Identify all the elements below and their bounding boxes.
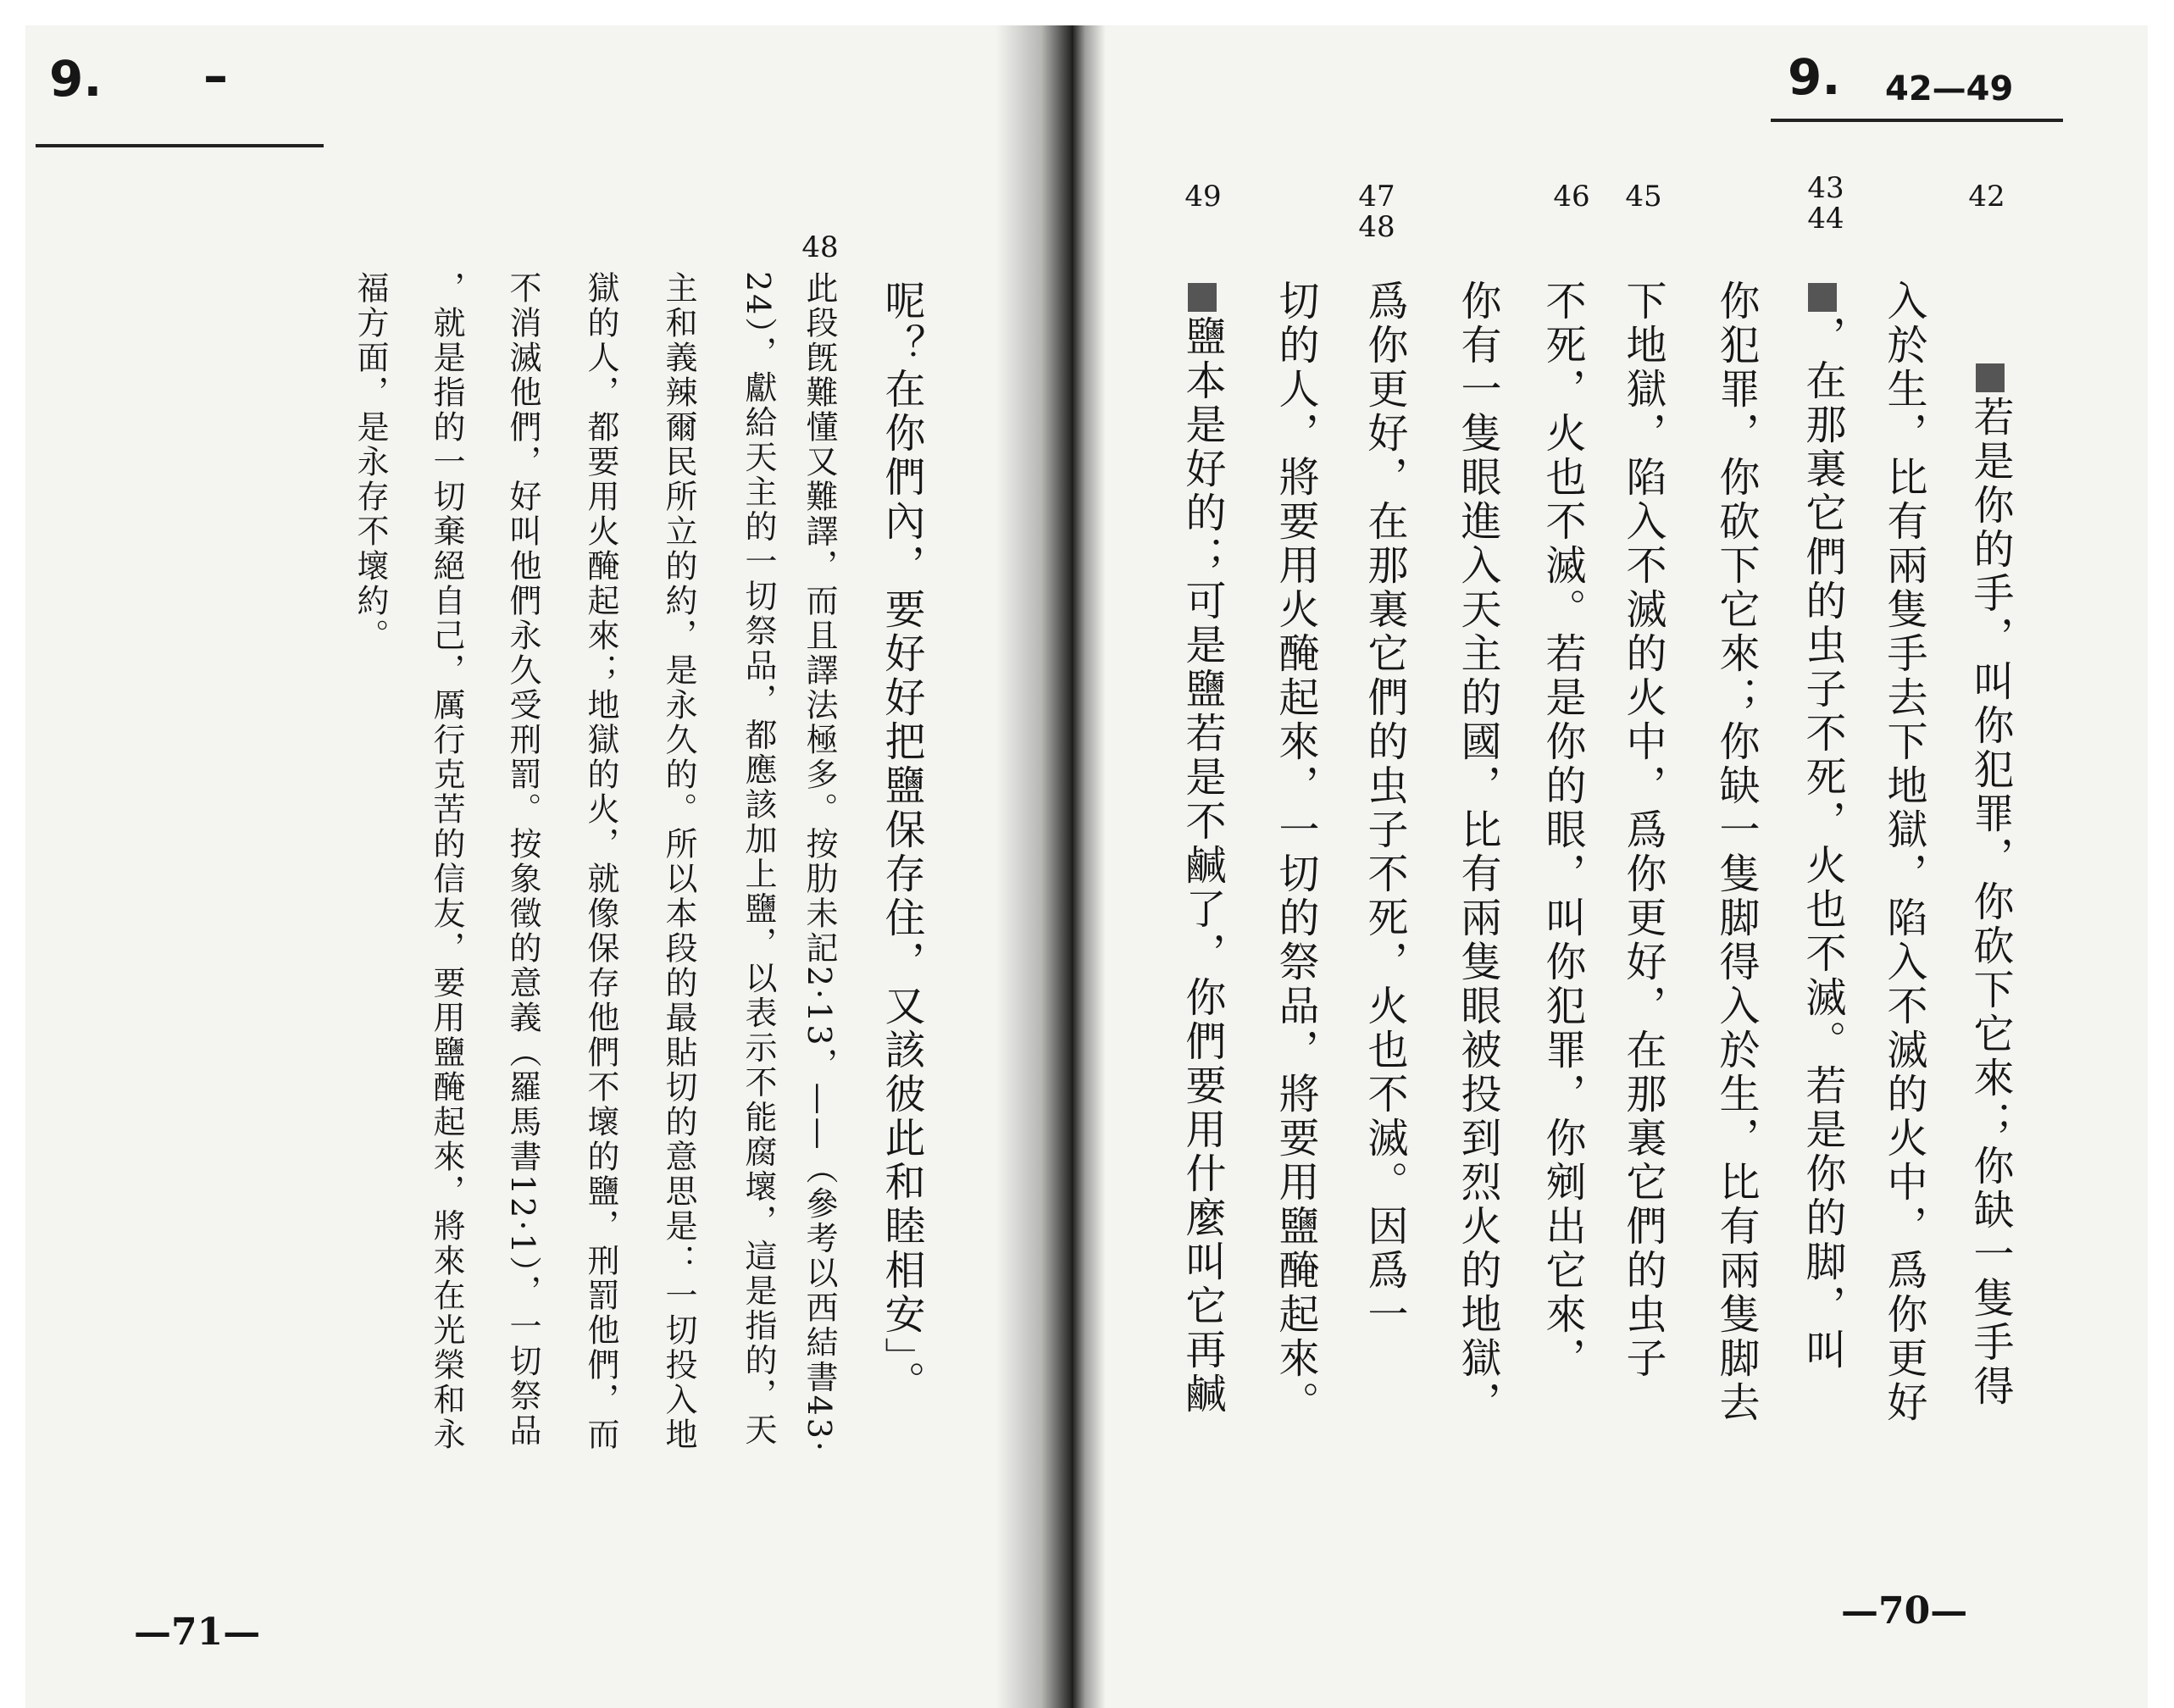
note-line: 不消滅他們，好叫他們永久受刑罰。按象徵的意義（羅馬書12·1），一切祭品 — [504, 271, 541, 1449]
verse-number: 45 — [1625, 180, 1662, 214]
verse-text-line: 若是你的手，叫你犯罪，你砍下它來；你缺一隻手得 — [1970, 360, 2010, 1409]
verse-text-line: 下地獄，陷入不滅的火中，爲你更好，在那裏它們的虫子 — [1619, 280, 1667, 1381]
right-header-range: 42—49 — [1885, 69, 2014, 108]
note-number: 48 — [801, 230, 839, 264]
verse-number: 42 — [1968, 180, 2005, 214]
right-folio: —70— — [1841, 1589, 1968, 1633]
note-line: 主和義辣爾民所立的約，是永久的。所以本段的最貼切的意思是：一切投入地 — [660, 271, 697, 1452]
left-page — [25, 25, 1072, 1708]
left-main-text-line: 呢？在你們內，要好好把鹽保存住，又該彼此和睦相安」。 — [878, 280, 925, 1405]
verse-text-line: 爲你更好，在那裏它們的虫子不死，火也不滅。因爲一 — [1361, 280, 1408, 1337]
verse-text-line: 不死，火也不滅。若是你的眼，叫你犯罪，你剜出它來， — [1539, 280, 1586, 1381]
verse-text-line: 你有一隻眼進入天主的國，比有兩隻眼被投到烈火的地獄， — [1454, 280, 1501, 1425]
verse-marker-icon — [1188, 283, 1217, 312]
verse-number: 49 — [1184, 180, 1222, 214]
verse-number: 46 — [1553, 180, 1590, 214]
note-line: ，就是指的一切棄絕自己，厲行克苦的信友，要用鹽醃起來，將來在光榮和永 — [428, 271, 465, 1452]
page-gutter-shadow — [995, 25, 1072, 1708]
note-line: 24），獻給天主的一切祭品，都應該加上鹽，以表示不能腐壞，這是指的，天 — [740, 271, 777, 1448]
right-header-chapter: 9. — [1788, 48, 1841, 106]
verse-number: 47 48 — [1358, 180, 1395, 244]
right-header-rule — [1771, 119, 2063, 122]
verse-text-line: 入於生，比有兩隻手去下地獄，陷入不滅的火中，爲你更好 — [1880, 280, 1927, 1425]
note-line: 此段旣難懂又難譯，而且譯法極多。按肋未記2·13，——（參考以西結書43· — [801, 271, 838, 1455]
verse-text-line: 你犯罪，你砍下它來；你缺一隻脚得入於生，比有兩隻脚去 — [1712, 280, 1760, 1425]
verse-marker-icon — [1808, 283, 1837, 312]
note-line: 獄的人，都要用火醃起來；地獄的火，就像保存他們不壞的鹽，刑罰他們，而 — [582, 271, 619, 1452]
right-page — [1072, 25, 2148, 1708]
note-line: 福方面，是永存不壞約。 — [352, 271, 389, 653]
verse-number: 43 44 — [1807, 171, 1844, 236]
left-header-range: – — [203, 47, 228, 104]
verse-text-line: 切的人，將要用火醃起來，一切的祭品，將要用鹽醃起來。 — [1272, 280, 1319, 1425]
left-header-rule — [36, 144, 324, 147]
verse-text-line: ，在那裏它們的虫子不死，火也不滅。若是你的脚，叫 — [1802, 280, 1843, 1372]
left-folio: —71— — [134, 1611, 261, 1654]
page-gutter-shadow — [1072, 25, 1106, 1708]
left-header-chapter: 9. — [49, 50, 103, 108]
verse-marker-icon — [1976, 363, 2005, 392]
verse-text-line: 鹽本是好的；可是鹽若是不鹹了，你們要用什麼叫它再鹹 — [1182, 280, 1223, 1417]
